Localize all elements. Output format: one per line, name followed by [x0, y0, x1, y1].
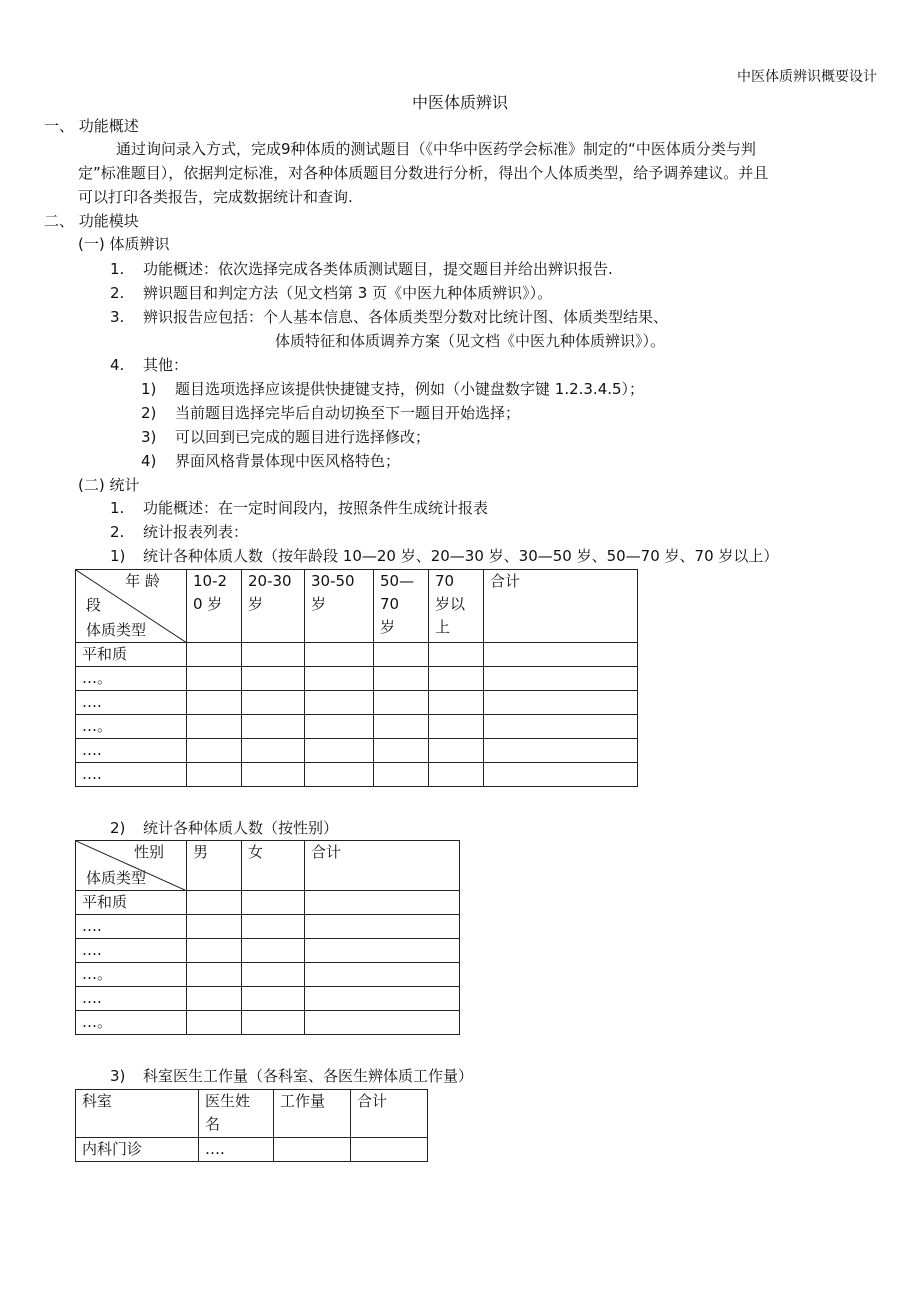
table3-caption: 科室医生工作量（各科室、各医生辨体质工作量） — [143, 1067, 474, 1085]
header-label-age: 年 龄 — [125, 572, 160, 590]
column-header: 20-30 岁 — [242, 570, 305, 643]
page-title: 中医体质辨识 — [411, 93, 508, 112]
list-number: 1. — [110, 499, 125, 517]
list-number: 2. — [110, 284, 125, 302]
list-number: 2. — [110, 523, 125, 541]
column-header: 10-2 0 岁 — [187, 570, 242, 643]
table1-caption-number: 1) — [110, 547, 126, 565]
column-header: 工作量 — [274, 1090, 351, 1138]
list-item-text: 统计报表列表： — [143, 523, 249, 541]
list-item-text: 辨识题目和判定方法（见文档第 3 页《中医九种体质辨识》）。 — [143, 284, 553, 302]
row-label: …。 — [76, 715, 187, 739]
header-label-gender: 性别 — [133, 843, 164, 861]
table2-caption-number: 2) — [110, 819, 126, 837]
column-header: 合计 — [305, 841, 460, 891]
header-label-segment: 段 — [86, 596, 102, 614]
list-item-text: 辨识报告应包括：个人基本信息、各体质类型分数对比统计图、体质类型结果、 — [143, 308, 669, 326]
column-header: 合计 — [351, 1090, 428, 1138]
list-item-continuation: 体质特征和体质调养方案（见文档《中医九种体质辨识》）。 — [275, 332, 666, 350]
row-label: …. — [76, 915, 187, 939]
column-header: 女 — [242, 841, 305, 891]
column-header: 医生姓 名 — [199, 1090, 274, 1138]
section1-para-line3: 可以打印各类报告，完成数据统计和查询. — [78, 188, 353, 206]
diagonal-header-cell — [76, 570, 187, 643]
column-header: 50— 70 岁 — [374, 570, 429, 643]
row-label: …. — [76, 939, 187, 963]
sublist-number: 1) — [141, 380, 157, 398]
column-header: 男 — [187, 841, 242, 891]
row-label: …。 — [76, 667, 187, 691]
row-label: …. — [76, 739, 187, 763]
page-header: 中医体质辨识概要设计 — [737, 69, 877, 85]
header-label-type: 体质类型 — [86, 869, 147, 887]
row-label: 平和质 — [76, 643, 187, 667]
list-item-text: 其他： — [143, 356, 189, 374]
table2-caption: 统计各种体质人数（按性别） — [143, 819, 339, 837]
header-label-type: 体质类型 — [86, 621, 147, 639]
column-header: 合计 — [484, 570, 638, 643]
section1-heading: 一、 功能概述 — [44, 117, 139, 135]
table-cell: …. — [199, 1138, 274, 1162]
section1-para-line1: 通过询问录入方式，完成9种体质的测试题目（《中华中医药学会标准》制定的“中医体质分类与判 — [116, 140, 756, 158]
diagonal-header-cell — [76, 841, 187, 891]
table-cell — [351, 1138, 428, 1162]
row-label: …。 — [76, 1011, 187, 1035]
list-item-text: 功能概述：依次选择完成各类体质测试题目，提交题目并给出辨识报告. — [143, 260, 613, 278]
column-header: 科室 — [76, 1090, 199, 1138]
list-number: 3. — [110, 308, 125, 326]
table-gender-stats — [75, 840, 460, 1035]
column-header: 30-50 岁 — [305, 570, 374, 643]
sublist-item-text: 题目选项选择应该提供快捷键支持，例如（小键盘数字键 1.2.3.4.5）； — [175, 380, 645, 398]
sublist-number: 2) — [141, 404, 157, 422]
row-label: …。 — [76, 963, 187, 987]
table3-caption-number: 3) — [110, 1067, 126, 1085]
row-label: 内科门诊 — [76, 1138, 199, 1162]
sublist-number: 3) — [141, 428, 157, 446]
row-label: …. — [76, 987, 187, 1011]
row-label: 平和质 — [76, 891, 187, 915]
column-header: 70 岁以 上 — [429, 570, 484, 643]
sublist-number: 4) — [141, 452, 157, 470]
sublist-item-text: 当前题目选择完毕后自动切换至下一题目开始选择； — [175, 404, 521, 422]
section2-heading: 二、 功能模块 — [44, 212, 139, 230]
table-age-stats — [75, 569, 638, 787]
list-number: 1. — [110, 260, 125, 278]
subsection2-heading: (二) 统计 — [78, 476, 140, 494]
sublist-item-text: 可以回到已完成的题目进行选择修改； — [175, 428, 431, 446]
table-doctor-workload — [75, 1089, 428, 1162]
list-item-text: 功能概述：在一定时间段内，按照条件生成统计报表 — [143, 499, 489, 517]
subsection1-heading: (一) 体质辨识 — [78, 235, 170, 253]
table-cell — [274, 1138, 351, 1162]
row-label: …. — [76, 763, 187, 787]
list-number: 4. — [110, 356, 125, 374]
table1-caption: 统计各种体质人数（按年龄段 10—20 岁、20—30 岁、30—50 岁、50—70 岁、70 岁以上） — [143, 547, 779, 565]
section1-para-line2: 定”标准题目），依据判定标准，对各种体质题目分数进行分析，得出个人体质类型，给予调养建议。并且 — [78, 164, 769, 182]
row-label: …. — [76, 691, 187, 715]
sublist-item-text: 界面风格背景体现中医风格特色； — [175, 452, 401, 470]
